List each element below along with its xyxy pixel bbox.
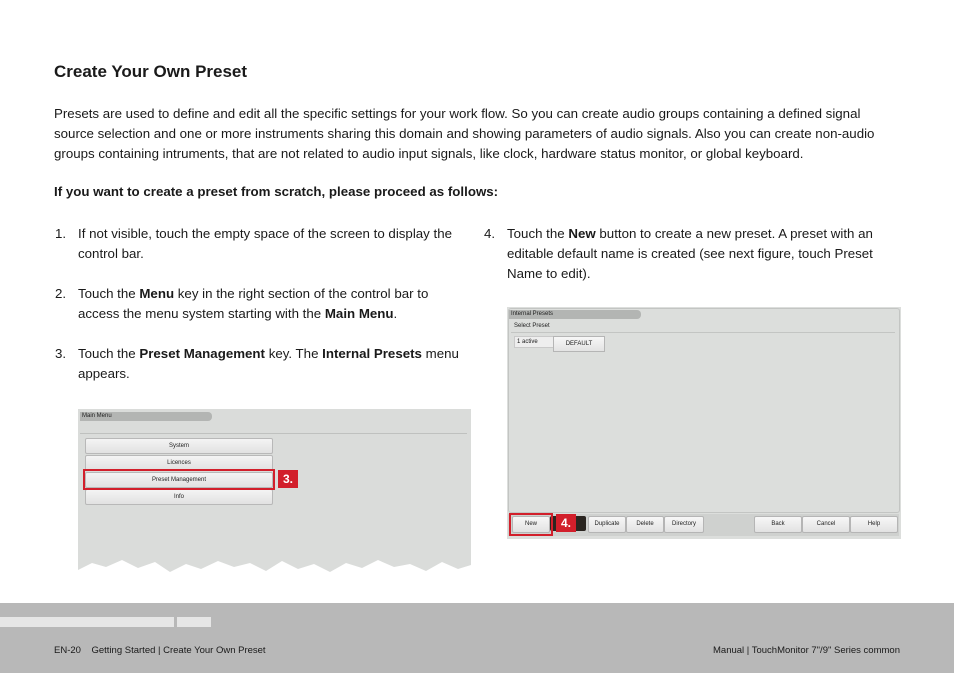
preset-default-button[interactable]: DEFAULT (553, 336, 605, 352)
divider (80, 433, 467, 434)
step-number: 3. (55, 346, 67, 361)
help-button[interactable]: Help (850, 516, 898, 533)
step-text: Touch the New button to create a new preset. A preset with an editable default name is created (see next figure, touch Preset Name to edit). (507, 226, 873, 281)
menu-item-licences[interactable]: Licences (85, 455, 273, 471)
delete-button[interactable]: Delete (626, 516, 664, 533)
intro-paragraph: Presets are used to define and edit all the specific settings for your work flow. So you can create audio groups containing a defined signal source selection and one or more instruments sharing this domain and showing parameters of audio signals. Also you can create non-audio groups containing intruments, that are not related to audio input signals, like clock, hardware status monitor, or global keyboard. (54, 106, 875, 161)
step-number: 1. (55, 226, 67, 241)
menu-item-info[interactable]: Info (85, 489, 273, 505)
duplicate-button[interactable]: Duplicate (588, 516, 626, 533)
footer-page-info: EN-20 Getting Started | Create Your Own Preset (54, 645, 266, 656)
torn-edge (78, 557, 471, 579)
internal-presets-title: Internal Presets (509, 310, 641, 319)
menu-item-system[interactable]: System (85, 438, 273, 454)
cancel-button[interactable]: Cancel (802, 516, 850, 533)
page-footer (0, 603, 954, 673)
active-count: 1 active (514, 336, 554, 348)
new-button[interactable]: New (512, 516, 550, 533)
select-preset-label: Select Preset (514, 323, 550, 329)
divider (511, 332, 895, 333)
callout-4: 4. (556, 514, 576, 532)
step-number: 2. (55, 286, 67, 301)
page-heading: Create Your Own Preset (54, 62, 248, 81)
footer-manual-title: Manual | TouchMonitor 7"/9" Series common (713, 645, 900, 656)
step-1 (55, 224, 475, 264)
callout-3: 3. (278, 470, 298, 488)
step-text: Touch the Menu key in the right section of the control bar to access the menu system starting with the Main Menu. (78, 286, 429, 321)
main-menu-title: Main Menu (80, 412, 212, 421)
step-text: If not visible, touch the empty space of the screen to display the control bar. (78, 226, 453, 261)
step-3 (55, 344, 475, 384)
step-4 (484, 224, 904, 284)
main-menu-screenshot (78, 409, 471, 579)
menu-item-preset-management[interactable]: Preset Management (85, 472, 273, 488)
highlight-new-button (509, 513, 553, 536)
step-text: Touch the Preset Management key. The Internal Presets menu appears. (78, 346, 459, 381)
internal-presets-screenshot (507, 307, 901, 539)
back-button[interactable]: Back (754, 516, 802, 533)
procedure-lead: If you want to create a preset from scratch, please proceed as follows: (54, 184, 499, 199)
footer-bar (0, 617, 174, 627)
highlight-preset-management (83, 469, 275, 490)
footer-bar (177, 617, 211, 627)
directory-button[interactable]: Directory (664, 516, 704, 533)
step-number: 4. (484, 226, 496, 241)
step-2 (55, 284, 475, 324)
